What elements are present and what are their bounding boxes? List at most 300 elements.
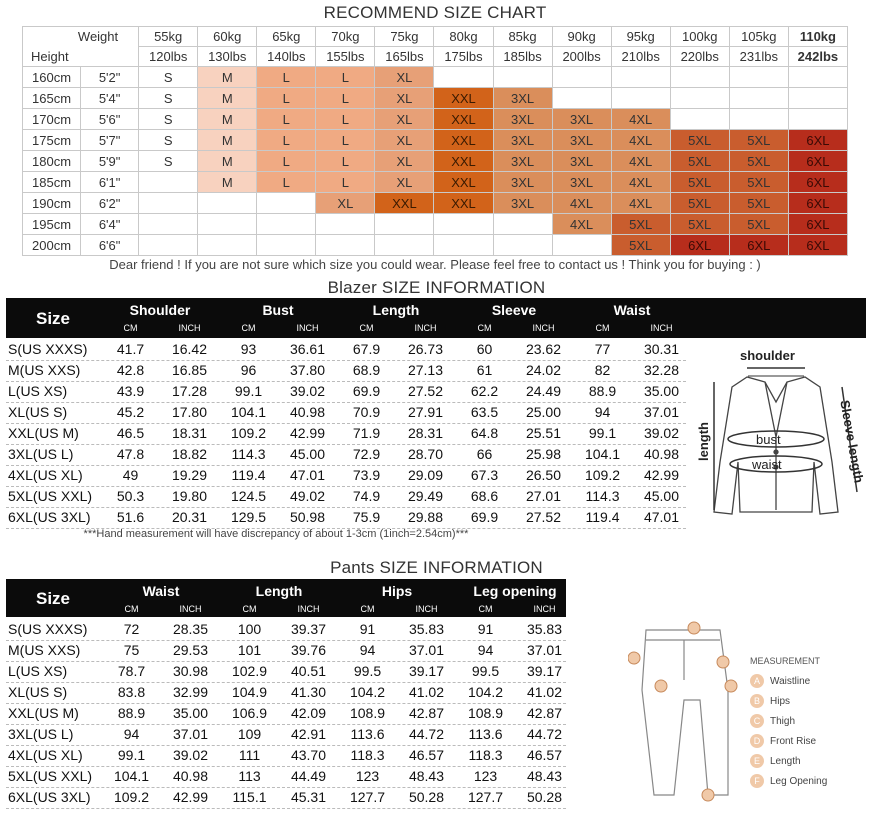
weight-lbs: 210lbs xyxy=(611,47,670,67)
pants-col-header: Leg opening xyxy=(473,583,557,599)
blazer-unit-inch: INCH xyxy=(414,323,437,333)
weight-kg: 100kg xyxy=(670,27,729,47)
weight-lbs: 120lbs xyxy=(139,47,198,67)
pants-table-row xyxy=(6,766,566,787)
blazer-unit-cm: CM xyxy=(595,323,610,333)
measure-value: 104.1 xyxy=(113,768,150,784)
weight-lbs: 200lbs xyxy=(552,47,611,67)
blazer-table-row xyxy=(6,507,686,528)
height-ft: 6'2" xyxy=(81,193,139,214)
pants-table-row xyxy=(6,724,566,745)
weight-lbs: 175lbs xyxy=(434,47,493,67)
size-cell xyxy=(788,67,847,88)
measure-value: 45.00 xyxy=(643,488,680,504)
measure-value: 42.09 xyxy=(290,705,327,721)
size-cell: 5XL xyxy=(670,193,729,214)
measure-value: 40.51 xyxy=(290,663,327,679)
measure-value: 124.5 xyxy=(230,488,267,504)
size-cell: XXL xyxy=(434,88,493,109)
measure-value: 109.2 xyxy=(113,789,150,805)
measure-value: 37.01 xyxy=(643,404,680,420)
measure-value: 68.9 xyxy=(352,362,381,378)
size-cell: 3XL xyxy=(493,88,552,109)
sleeve-label: Sleeve length xyxy=(837,398,867,485)
measure-value: 39.02 xyxy=(643,425,680,441)
measure-value: 42.99 xyxy=(643,467,680,483)
measure-value: 40.98 xyxy=(643,446,680,462)
size-cell xyxy=(316,235,375,256)
size-cell xyxy=(552,88,611,109)
measure-value: 96 xyxy=(240,362,257,378)
size-cell: L xyxy=(316,67,375,88)
size-cell: 3XL xyxy=(493,172,552,193)
measure-value: 94 xyxy=(594,404,611,420)
weight-lbs: 220lbs xyxy=(670,47,729,67)
size-cell: L xyxy=(257,151,316,172)
size-cell: 4XL xyxy=(611,193,670,214)
pants-size-label: Size xyxy=(36,589,71,608)
blazer-table-row xyxy=(6,339,686,360)
measure-value: 109 xyxy=(237,726,262,742)
size-name: L(US XS) xyxy=(8,383,68,399)
size-cell: 5XL xyxy=(729,214,788,235)
measure-value: 67.9 xyxy=(352,341,381,357)
size-name: 5XL(US XXL) xyxy=(8,768,93,784)
measure-value: 69.9 xyxy=(470,509,499,525)
measure-value: 113.6 xyxy=(468,726,503,742)
measure-value: 47.8 xyxy=(116,446,145,462)
measure-value: 35.00 xyxy=(172,705,209,721)
blazer-unit-inch: INCH xyxy=(650,323,673,333)
size-cell xyxy=(434,235,493,256)
size-name: 6XL(US 3XL) xyxy=(8,509,91,525)
measure-value: 94 xyxy=(359,642,376,658)
size-cell: 3XL xyxy=(493,130,552,151)
size-name: XXL(US M) xyxy=(8,425,79,441)
measurement-item xyxy=(750,774,827,790)
pants-unit-inch: INCH xyxy=(179,604,202,614)
recommend-size-table xyxy=(22,26,848,256)
size-name: XXL(US M) xyxy=(8,705,79,721)
measure-value: 37.01 xyxy=(526,642,563,658)
measure-value: 46.5 xyxy=(116,425,145,441)
size-cell: 3XL xyxy=(493,151,552,172)
size-cell: 5XL xyxy=(729,172,788,193)
measure-value: 37.80 xyxy=(289,362,326,378)
size-cell: S xyxy=(139,88,198,109)
size-cell: M xyxy=(198,151,257,172)
size-cell: L xyxy=(257,88,316,109)
size-name: M(US XXS) xyxy=(8,362,81,378)
measure-value: 108.9 xyxy=(467,705,504,721)
measure-value: 113 xyxy=(238,768,261,784)
measure-value: 99.1 xyxy=(588,425,617,441)
measure-value: 42.99 xyxy=(289,425,326,441)
measure-value: 25.00 xyxy=(525,404,562,420)
measure-value: 99.5 xyxy=(353,663,382,679)
pants-header xyxy=(6,579,566,617)
measure-value: 83.8 xyxy=(117,684,146,700)
measure-value: 49 xyxy=(122,467,139,483)
size-cell: XXL xyxy=(434,151,493,172)
blazer-unit-inch: INCH xyxy=(532,323,555,333)
size-cell: L xyxy=(316,88,375,109)
size-cell: 6XL xyxy=(788,214,847,235)
blazer-col-header: Sleeve xyxy=(491,302,537,318)
size-name: 3XL(US L) xyxy=(8,446,74,462)
size-cell: XXL xyxy=(434,172,493,193)
size-cell xyxy=(552,235,611,256)
measure-value: 27.13 xyxy=(407,362,444,378)
pants-unit-cm: CM xyxy=(478,604,493,614)
weight-kg: 95kg xyxy=(611,27,670,47)
measure-value: 74.9 xyxy=(352,488,381,504)
measure-value: 93 xyxy=(240,341,257,357)
measure-value: 113.6 xyxy=(350,726,385,742)
measurement-label: Front Rise xyxy=(770,736,817,747)
measure-value: 42.99 xyxy=(172,789,209,805)
pants-table-row xyxy=(6,619,566,640)
size-cell xyxy=(139,172,198,193)
measure-value: 127.7 xyxy=(467,789,504,805)
measure-value: 109.2 xyxy=(230,425,267,441)
size-cell xyxy=(434,67,493,88)
height-cm: 175cm xyxy=(23,130,81,151)
measure-value: 123 xyxy=(473,768,498,784)
measure-value: 39.02 xyxy=(289,383,326,399)
measure-value: 106.9 xyxy=(231,705,268,721)
measure-value: 19.29 xyxy=(171,467,208,483)
measure-value: 99.1 xyxy=(234,383,263,399)
measure-value: 42.8 xyxy=(116,362,145,378)
measurement-title: MEASUREMENT xyxy=(750,656,821,666)
pants-table-row xyxy=(6,703,566,724)
size-cell: XL xyxy=(375,88,434,109)
measure-value: 29.09 xyxy=(407,467,444,483)
size-name: XL(US S) xyxy=(8,404,68,420)
bust-label: bust xyxy=(756,432,781,447)
measure-value: 104.2 xyxy=(467,684,504,700)
size-cell xyxy=(316,214,375,235)
measure-value: 100 xyxy=(237,621,262,637)
weight-lbs: 130lbs xyxy=(198,47,257,67)
size-cell: XXL xyxy=(375,193,434,214)
height-cm: 165cm xyxy=(23,88,81,109)
measure-value: 28.70 xyxy=(407,446,444,462)
measure-value: 35.83 xyxy=(526,621,563,637)
shoulder-label: shoulder xyxy=(740,348,795,363)
measure-value: 29.88 xyxy=(407,509,444,525)
pants-col-header: Length xyxy=(255,583,303,599)
measure-value: 24.02 xyxy=(525,362,562,378)
measure-value: 94 xyxy=(477,642,494,658)
pants-unit-cm: CM xyxy=(124,604,139,614)
measure-value: 119.4 xyxy=(585,509,620,525)
size-cell xyxy=(788,88,847,109)
size-cell: 4XL xyxy=(611,130,670,151)
measure-value: 88.9 xyxy=(588,383,617,399)
measurement-letter: B xyxy=(750,694,764,708)
size-cell xyxy=(788,109,847,130)
pants-col-header: Waist xyxy=(142,583,180,599)
size-cell: 5XL xyxy=(670,172,729,193)
measure-value: 29.53 xyxy=(172,642,209,658)
recommend-title: RECOMMEND SIZE CHART xyxy=(323,3,547,22)
measure-value: 39.76 xyxy=(290,642,327,658)
measurement-label: Waistline xyxy=(770,676,811,687)
measure-value: 119.4 xyxy=(231,467,266,483)
measure-value: 32.99 xyxy=(172,684,209,700)
measure-value: 40.98 xyxy=(289,404,326,420)
size-cell: 3XL xyxy=(552,151,611,172)
measure-value: 27.91 xyxy=(407,404,444,420)
size-cell xyxy=(729,88,788,109)
measure-value: 27.52 xyxy=(525,509,562,525)
size-name: 4XL(US XL) xyxy=(8,747,83,763)
measure-value: 104.2 xyxy=(349,684,386,700)
waist-label: waist xyxy=(752,457,782,472)
pants-title: Pants SIZE INFORMATION xyxy=(330,558,543,577)
measure-value: 114.3 xyxy=(585,488,620,504)
measure-value: 60 xyxy=(476,341,493,357)
measurement-item xyxy=(750,674,810,690)
size-cell xyxy=(493,67,552,88)
size-name: L(US XS) xyxy=(8,663,68,679)
blazer-table-row xyxy=(6,381,686,402)
measure-value: 26.73 xyxy=(407,341,444,357)
blazer-table-row xyxy=(6,444,686,465)
size-cell: 6XL xyxy=(729,235,788,256)
weight-lbs: 231lbs xyxy=(729,47,788,67)
size-cell xyxy=(198,214,257,235)
measure-value: 42.87 xyxy=(526,705,563,721)
blazer-size-label: Size xyxy=(36,309,71,328)
blazer-note: ***Hand measurement will have discrepancy of about 1-3cm (1inch=2.54cm)*** xyxy=(83,528,469,540)
weight-lbs: 155lbs xyxy=(316,47,375,67)
pants-unit-inch: INCH xyxy=(533,604,556,614)
blazer-table-row xyxy=(6,465,686,486)
weight-kg: 90kg xyxy=(552,27,611,47)
blazer-col-header: Waist xyxy=(613,302,651,318)
size-name: M(US XXS) xyxy=(8,642,81,658)
size-cell: 4XL xyxy=(552,193,611,214)
measure-value: 41.02 xyxy=(408,684,445,700)
size-cell: XL xyxy=(375,67,434,88)
size-cell xyxy=(257,193,316,214)
height-label: Height xyxy=(23,47,139,67)
measure-value: 49.02 xyxy=(289,488,326,504)
size-cell xyxy=(139,193,198,214)
pants-table-row xyxy=(6,745,566,766)
measure-value: 82 xyxy=(594,362,611,378)
weight-lbs: 140lbs xyxy=(257,47,316,67)
size-cell: XXL xyxy=(434,130,493,151)
measure-value: 50.98 xyxy=(289,509,326,525)
size-cell: 4XL xyxy=(611,109,670,130)
size-cell: M xyxy=(198,109,257,130)
measure-value: 94 xyxy=(123,726,140,742)
blazer-unit-inch: INCH xyxy=(296,323,319,333)
pants-unit-cm: CM xyxy=(242,604,257,614)
measure-value: 19.80 xyxy=(171,488,208,504)
measure-value: 28.31 xyxy=(407,425,444,441)
measure-value: 71.9 xyxy=(352,425,381,441)
size-cell: 5XL xyxy=(670,151,729,172)
blazer-unit-inch: INCH xyxy=(178,323,201,333)
size-name: XL(US S) xyxy=(8,684,68,700)
size-cell: 5XL xyxy=(729,193,788,214)
measure-value: 16.85 xyxy=(171,362,208,378)
weight-kg: 75kg xyxy=(375,27,434,47)
size-cell xyxy=(257,214,316,235)
measure-value: 50.28 xyxy=(526,789,563,805)
measure-value: 63.5 xyxy=(470,404,499,420)
size-cell: 4XL xyxy=(611,172,670,193)
measure-value: 18.82 xyxy=(171,446,208,462)
size-cell: S xyxy=(139,151,198,172)
measure-value: 43.9 xyxy=(116,383,145,399)
measure-value: 45.2 xyxy=(116,404,145,420)
size-cell: M xyxy=(198,172,257,193)
size-cell: S xyxy=(139,67,198,88)
size-cell: 6XL xyxy=(788,235,847,256)
measure-value: 104.1 xyxy=(230,404,267,420)
weight-lbs: 165lbs xyxy=(375,47,434,67)
measure-value: 72 xyxy=(123,621,140,637)
height-cm: 190cm xyxy=(23,193,81,214)
blazer-unit-cm: CM xyxy=(241,323,256,333)
weight-kg: 70kg xyxy=(316,27,375,47)
pants-diagram xyxy=(628,620,846,808)
height-ft: 6'6" xyxy=(81,235,139,256)
measure-value: 48.43 xyxy=(408,768,445,784)
measure-value: 29.49 xyxy=(407,488,444,504)
size-cell xyxy=(257,235,316,256)
measure-value: 41.30 xyxy=(290,684,327,700)
measure-value: 114.3 xyxy=(231,446,266,462)
measure-value: 39.17 xyxy=(526,663,563,679)
size-cell: 3XL xyxy=(552,172,611,193)
measure-value: 91 xyxy=(359,621,376,637)
measure-value: 51.6 xyxy=(116,509,145,525)
size-name: S(US XXXS) xyxy=(8,341,88,357)
size-cell: 3XL xyxy=(552,130,611,151)
size-cell: S xyxy=(139,130,198,151)
measure-value: 109.2 xyxy=(584,467,621,483)
size-cell xyxy=(493,235,552,256)
blazer-header xyxy=(6,298,866,338)
size-cell xyxy=(552,67,611,88)
size-cell: 5XL xyxy=(729,130,788,151)
measure-value: 104.1 xyxy=(584,446,621,462)
measure-value: 111 xyxy=(238,747,261,763)
measure-value: 18.31 xyxy=(171,425,208,441)
measure-value: 99.1 xyxy=(117,747,146,763)
weight-kg: 55kg xyxy=(139,27,198,47)
blazer-table-row xyxy=(6,360,686,381)
blazer-table-row xyxy=(6,402,686,423)
size-cell: XXL xyxy=(434,193,493,214)
measure-value: 73.9 xyxy=(352,467,381,483)
height-ft: 5'9" xyxy=(81,151,139,172)
measure-value: 61 xyxy=(476,362,493,378)
pants-table-row xyxy=(6,661,566,682)
height-cm: 195cm xyxy=(23,214,81,235)
measure-value: 123 xyxy=(355,768,380,784)
measurement-item xyxy=(750,754,801,770)
measure-value: 44.49 xyxy=(290,768,327,784)
measure-value: 25.51 xyxy=(525,425,562,441)
size-cell: L xyxy=(257,172,316,193)
size-cell: M xyxy=(198,67,257,88)
measure-value: 41.7 xyxy=(116,341,145,357)
size-cell: XL xyxy=(375,172,434,193)
size-cell: 5XL xyxy=(611,214,670,235)
measurement-item xyxy=(750,694,790,710)
height-cm: 180cm xyxy=(23,151,81,172)
measure-value: 40.98 xyxy=(172,768,209,784)
size-cell: 4XL xyxy=(552,214,611,235)
blazer-unit-cm: CM xyxy=(123,323,138,333)
measure-value: 46.57 xyxy=(408,747,445,763)
measure-value: 39.17 xyxy=(408,663,445,679)
size-cell: 3XL xyxy=(493,193,552,214)
measure-value: 39.37 xyxy=(290,621,327,637)
measure-value: 88.9 xyxy=(117,705,146,721)
measure-value: 129.5 xyxy=(230,509,267,525)
blazer-col-header: Bust xyxy=(262,302,294,318)
weight-kg: 85kg xyxy=(493,27,552,47)
measure-value: 47.01 xyxy=(289,467,326,483)
size-name: S(US XXXS) xyxy=(8,621,88,637)
height-ft: 6'4" xyxy=(81,214,139,235)
measure-value: 99.5 xyxy=(471,663,500,679)
measure-value: 37.01 xyxy=(408,642,445,658)
size-name: 3XL(US L) xyxy=(8,726,74,742)
size-cell: 6XL xyxy=(788,172,847,193)
size-cell xyxy=(729,109,788,130)
blazer-col-header: Shoulder xyxy=(129,302,191,318)
measure-value: 72.9 xyxy=(352,446,381,462)
measure-value: 44.72 xyxy=(526,726,563,742)
measure-value: 17.80 xyxy=(171,404,208,420)
measurement-label: Length xyxy=(770,756,801,767)
size-cell xyxy=(375,235,434,256)
size-cell xyxy=(670,88,729,109)
size-cell: 5XL xyxy=(611,235,670,256)
height-ft: 5'2" xyxy=(81,67,139,88)
measure-value: 45.00 xyxy=(289,446,326,462)
measure-value: 50.3 xyxy=(116,488,145,504)
height-cm: 160cm xyxy=(23,67,81,88)
size-cell xyxy=(611,67,670,88)
pants-unit-inch: INCH xyxy=(415,604,438,614)
size-cell xyxy=(434,214,493,235)
pants-table-row xyxy=(6,640,566,661)
height-ft: 5'7" xyxy=(81,130,139,151)
size-cell xyxy=(611,88,670,109)
measure-value: 47.01 xyxy=(643,509,680,525)
measure-value: 62.2 xyxy=(470,383,499,399)
measure-value: 42.91 xyxy=(290,726,327,742)
weight-lbs: 242lbs xyxy=(788,47,847,67)
blazer-diagram xyxy=(692,342,867,522)
size-cell: XL xyxy=(375,109,434,130)
measure-value: 48.43 xyxy=(526,768,563,784)
height-ft: 6'1" xyxy=(81,172,139,193)
measure-value: 25.98 xyxy=(525,446,562,462)
size-cell: M xyxy=(198,130,257,151)
